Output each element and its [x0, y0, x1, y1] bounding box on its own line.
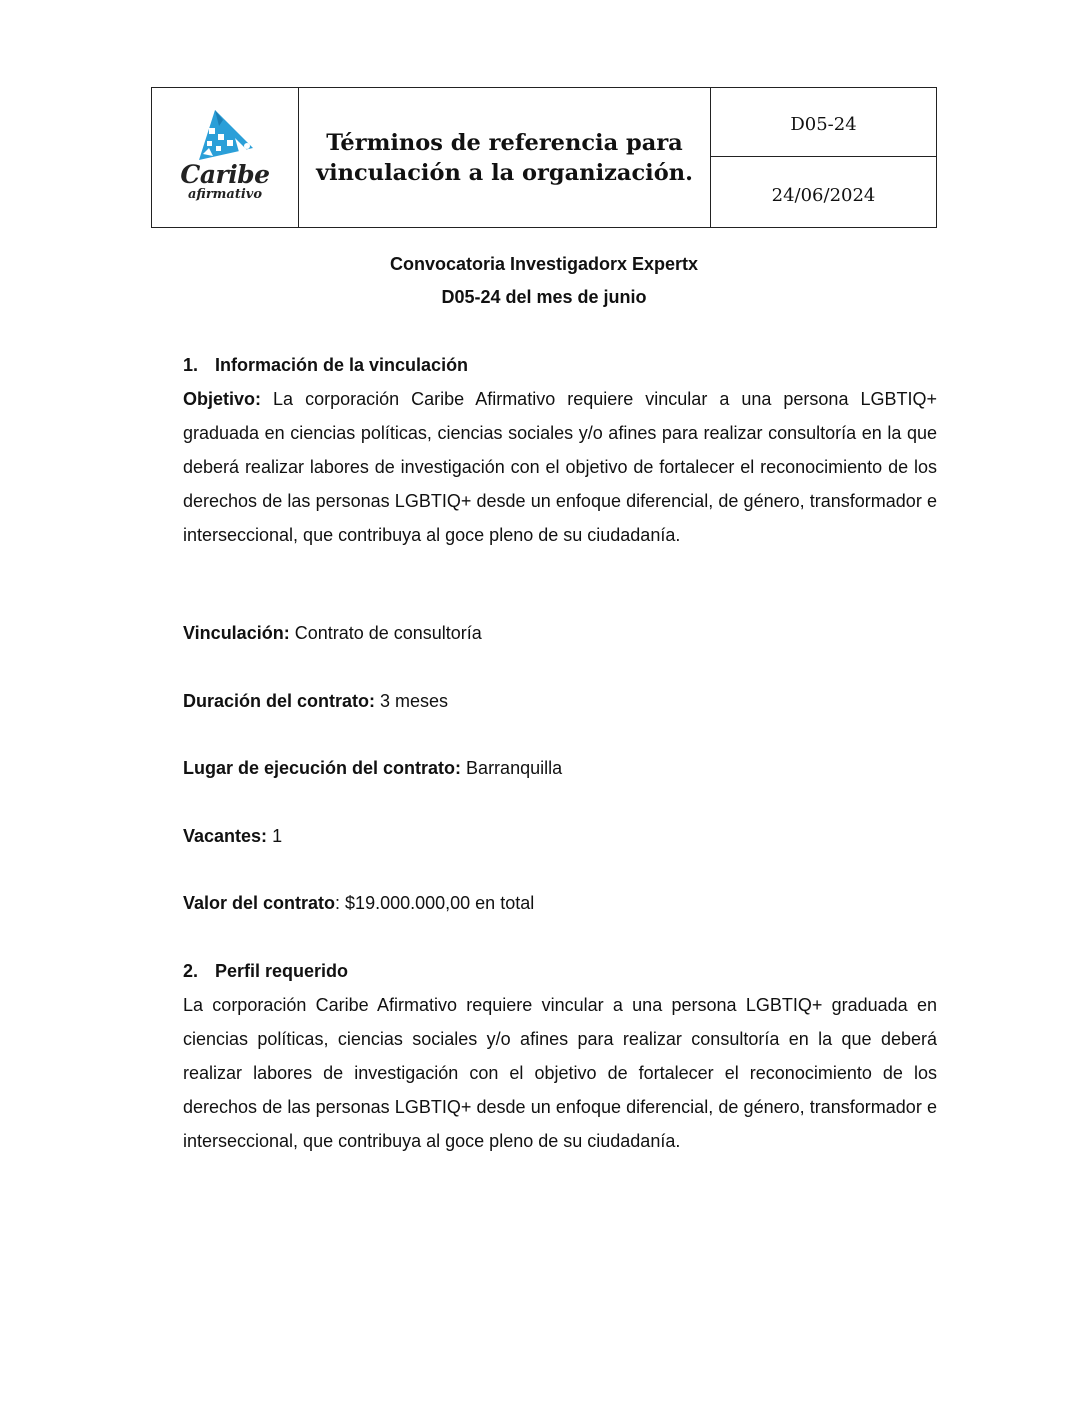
document-header-table — [151, 87, 937, 228]
call-subtitle: D05-24 del mes de junio — [441, 287, 647, 307]
document-code: D05-24 — [711, 88, 936, 157]
document-meta-cell — [711, 88, 936, 227]
field-lugar — [183, 758, 562, 779]
logo-wordmark: Caribe — [180, 159, 270, 189]
field-valor — [183, 893, 534, 914]
section-2-heading — [183, 961, 348, 982]
section-1-title: Información de la vinculación — [215, 355, 469, 375]
objective-text: La corporación Caribe Afirmativo requiere vincular a una persona LGBTIQ+ graduada en ciencias políticas, ciencias sociales y/o afines para realizar consultoría en la que deberá realizar labores de investigación con el objetivo de fortalecer el reconocimiento de los derechos de las personas LGBTIQ+ desde un enfoque diferencial, de género, transformador e interseccional, que contribuya al goce pleno de su ciudadanía. — [183, 389, 937, 545]
field-value: 1 — [267, 826, 283, 846]
section-1-number: 1. — [183, 355, 199, 375]
field-label: Lugar de ejecución del contrato: — [183, 758, 462, 778]
field-label: Duración del contrato: — [183, 691, 376, 711]
field-vacantes — [183, 826, 282, 847]
logo-cell — [152, 88, 299, 227]
field-duracion — [183, 691, 448, 712]
section-2-number: 2. — [183, 961, 199, 981]
section-2-title: Perfil requerido — [215, 961, 349, 981]
document-title-cell — [299, 88, 711, 227]
field-label: Vacantes: — [183, 826, 268, 846]
field-label: Valor del contrato — [183, 893, 336, 913]
field-label: Vinculación: — [183, 623, 290, 643]
objective-paragraph — [183, 382, 937, 552]
objective-label: Objetivo: — [183, 389, 262, 409]
document-title-line-2: vinculación a la organización. — [316, 159, 693, 186]
field-value: : $19.000.000,00 en total — [335, 893, 535, 913]
logo-tagline: afirmativo — [187, 186, 263, 202]
field-value: Contrato de consultoría — [289, 623, 482, 643]
field-vinculacion — [183, 623, 482, 644]
document-date: 24/06/2024 — [771, 184, 876, 206]
field-value: 3 meses — [375, 691, 449, 711]
field-value: Barranquilla — [461, 758, 563, 778]
caribe-afirmativo-logo-icon — [185, 108, 265, 164]
document-title-line-1: Términos de referencia para — [326, 129, 683, 156]
profile-paragraph: La corporación Caribe Afirmativo requiere vincular a una persona LGBTIQ+ graduada en ciencias políticas, ciencias sociales y/o afines para realizar consultoría en la que deberá realizar labores de investigación con el objetivo de fortalecer el reconocimiento de los derechos de las personas LGBTIQ+ desde un enfoque diferencial, de género, transformador e interseccional, que contribuya al goce pleno de su ciudadanía. — [183, 995, 937, 1151]
section-1-heading — [183, 355, 468, 376]
call-title: Convocatoria Investigadorx Expertx — [389, 254, 699, 274]
